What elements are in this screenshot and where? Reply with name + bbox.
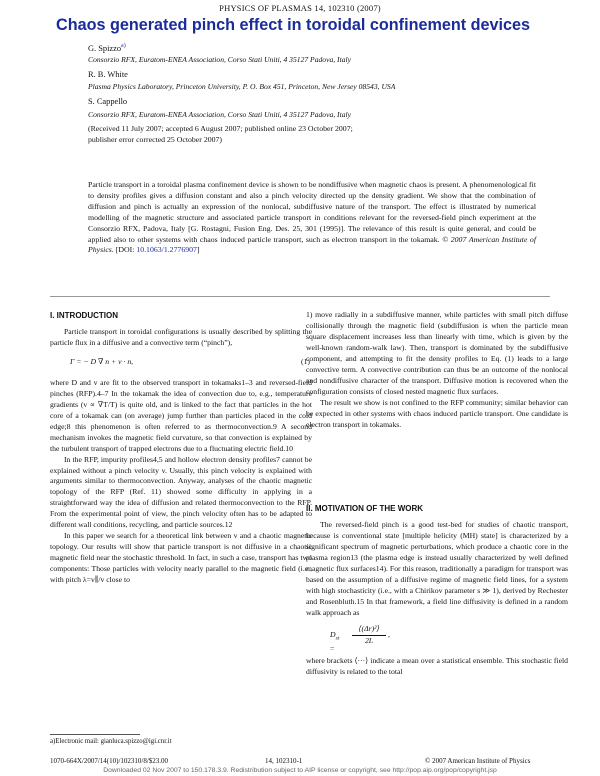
right-column-bottom — [306, 520, 568, 677]
author-footnote-mark[interactable]: a) — [121, 43, 126, 49]
author-1-affiliation: Consorzio RFX, Euratom-ENEA Association, Corso Stati Uniti, 4 35127 Padova, Italy — [88, 55, 351, 64]
intro-paragraph-1: Particle transport in toroidal configurations is usually described by splitting the particle flux in a diffusive and a convective term (“pinch”), — [50, 327, 312, 347]
equation-2-lhs: $D_{st}$ = — [330, 629, 340, 654]
left-column — [50, 327, 312, 586]
equation-2-denominator: 2L — [364, 635, 374, 645]
doi-suffix: ] — [196, 245, 200, 255]
right-column-top — [306, 310, 568, 430]
doi-link[interactable]: 10.1063/1.2776907 — [136, 245, 197, 255]
author-2 — [88, 70, 128, 79]
intro-paragraph-6: The result we show is not confined to the RFP community; similar behavior can be expected in other systems with chaos induced particle transport. One candidate is electron transport in tokamaks. — [306, 397, 568, 429]
equation-2 — [306, 623, 568, 654]
equation-1-number: (1) — [301, 356, 310, 366]
dates-line-1: (Received 11 July 2007; accepted 6 August 2007; published online 23 October 2007; — [88, 124, 353, 133]
equation-1-body: Γ = − D ∇ n + v · n, — [70, 356, 134, 366]
intro-paragraph-4: In this paper we search for a theoretical link between v and a chaotic magnetic topology. Our results will show that particle transport is not diffusive in a chaotic magnetic field near the stochastic threshold. In fact, in such a case, transport has two components: Those particles with velocity nearly parallel to the magnetic field (i.e., with pitch λ=v∥/v close to — [50, 531, 312, 585]
author-3-affiliation: Consorzio RFX, Euratom-ENEA Association, Corso Stati Uniti, 4 35127 Padova, Italy — [88, 110, 351, 119]
section-heading-introduction: I. INTRODUCTION — [50, 311, 118, 320]
equation-2-tail: , — [388, 629, 390, 639]
footnote-email: a)Electronic mail: gianluca.spizzo@igi.cnr.it — [50, 738, 172, 745]
footer-page-number: 14, 102310-1 — [265, 757, 303, 765]
motivation-paragraph-1: The reversed-field pinch is a good test-bed for studies of chaotic transport, because is conventional state [multiple helicity (MH) state] is characterized by a significant spectrum of magnetic perturbations, which produce a chaotic core in the plasma region13 (the plasma edge is instead usually characterized by well defined magnetic flux surfaces14). For this reason, traditionally a paradigm for transport was based on the assumption of a diffusive regime of magnetic field lines, for a system with high stochasticity (i.e., with a Chirikov parameter s ≫ 1), derived by Rechester and Rosenbluth.15 In that framework, a field line diffusivity is defined in a random walk approach as — [306, 520, 568, 617]
dates-line-2: publisher error corrected 25 October 2007) — [88, 134, 223, 144]
author-name: S. Cappello — [88, 97, 128, 106]
abstract-text: Particle transport in a toroidal plasma confinement device is shown to be nondiffusive when magnetic chaos is present. A phenomenological fit to density profiles gives a diffusion constant and also a pinch velocity directed up the density gradient. We show that the combination of diffusion and pinch is actually an expression of the nonlocal, subdiffusive nature of the transport. The effect is illustrated by numerical modelling of the magnetic structure and associated particle transport in conditions relevant for the reversed-field pinch experiment at the Consorzio RFX, Padova, Italy [G. Rostagni, Fusion Eng. Des. 25, 301 (1995)]. The relevance of this result is quite general, and could be applied also to other systems with chaos induced particle transport, such as electron transport in the tokamak. — [88, 180, 536, 244]
intro-paragraph-3: In the RFP, impurity profiles4,5 and hollow electron density profiles7 cannot be explained without a pinch velocity v. Usually, this pinch velocity is explained with arguments similar to thermoconvection. Anyway, analyses of the chaotic magnetic topology of the RFP (Ref. 11) showed some difficulty in applying in a straightforward way the idea of diffusion and related thermoconvection to the RFP. From the experimental point of view, the pinch velocity often has to be adapted to different wall conditions, recycling, and particle sources.12 — [50, 454, 312, 530]
author-name: G. Spizzo — [88, 43, 122, 53]
copyright-note: © 2007 American Institute of Physics. — [88, 234, 536, 255]
received-dates — [88, 124, 538, 146]
author-2-affiliation: Plasma Physics Laboratory, Princeton University, P. O. Box 451, Princeton, New Jersey 08543, USA — [88, 82, 396, 91]
abstract — [88, 180, 536, 256]
download-notice[interactable]: Downloaded 02 Nov 2007 to 150.178.3.9. Redistribution subject to AIP license or copyright, see http://pop.aip.org/pop/copyright.jsp — [103, 767, 497, 774]
equation-1 — [50, 354, 312, 372]
abstract-divider — [50, 296, 550, 297]
footnote-rule — [50, 734, 140, 735]
equation-2-numerator: ⟨(Δr)²⟩ — [352, 624, 386, 636]
author-name: R. B. White — [88, 70, 128, 79]
section-heading-motivation: II. MOTIVATION OF THE WORK — [306, 504, 424, 513]
intro-paragraph-5: 1) move radially in a subdiffusive manner, while particles with small pitch diffuse collisionally through the magnetic field (subdiffusion is when the particle mean square displacement increases less than linearly with time, which is given by the well-known random-walk law). Then, transport is dominated by the subdiffusive component, and attempting to fit the density profiles to Eq. (1) leads to a large convective term. A convective contribution can thus be an outcome of the nonlocal and nondiffusive character of the transport. Diffusive motion is recovered when the configuration consists of closed nested magnetic flux surfaces. — [306, 310, 568, 396]
author-1 — [88, 43, 126, 53]
running-head: PHYSICS OF PLASMAS 14, 102310 (2007) — [219, 3, 381, 13]
intro-paragraph-2: where D and v are fit to the observed transport in tokamaks1–3 and reversed-field pinches (RFP).4–7 In the tokamak the idea of convection due to, e.g., temperature gradients (v ∝ ∇T/T) is quite old, and is linked to the fact that particles in the hot core of a tokamak can (on average) jump further than particles placed in the cold edge;8 this phenomenon is often referred to as thermoconvection.9 A second mechanism invokes the magnetic field curvature, so that convection is explained by the turbulent transport of trapped electrons due to a fluctuating electric field.10 — [50, 377, 312, 453]
author-3 — [88, 97, 127, 106]
footer-copyright: © 2007 American Institute of Physics — [425, 757, 531, 765]
article-title: Chaos generated pinch effect in toroidal confinement devices — [56, 16, 531, 34]
footer-issn: 1070-664X/2007/14(10)/102310/8/$23.00 — [50, 757, 169, 765]
doi-prefix: [DOI: — [115, 245, 137, 255]
motivation-paragraph-2: where brackets ⟨···⟩ indicate a mean over a statistical ensemble. This stochastic field diffusivity is related to the total — [306, 655, 568, 676]
